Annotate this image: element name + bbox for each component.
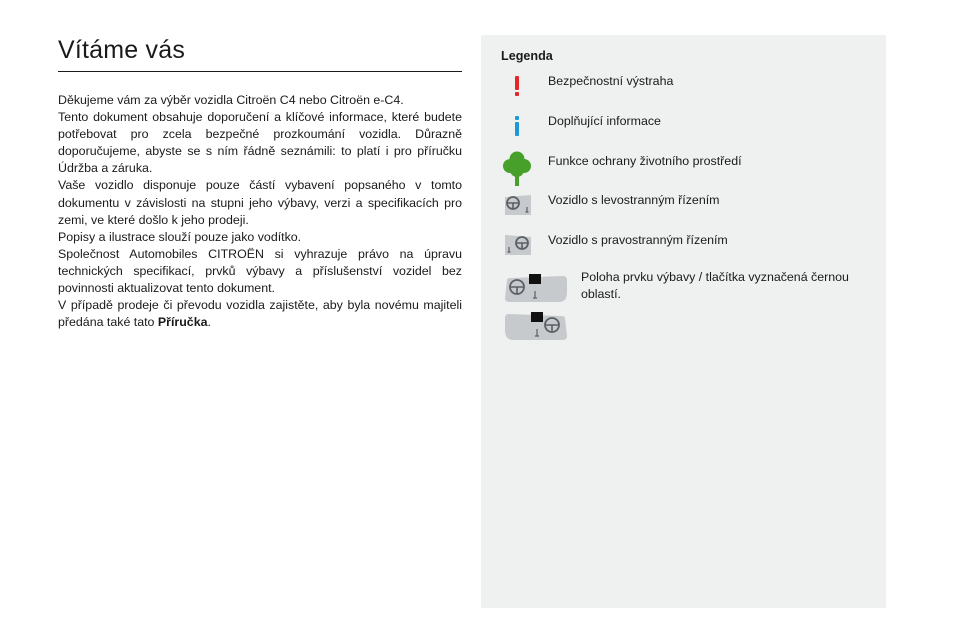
intro-text-span: . — [207, 315, 211, 330]
intro-paragraph: Popisy a ilustrace slouží pouze jako vodítko. — [58, 229, 302, 244]
intro-paragraph: Děkujeme vám za výběr vozidla Citroën C4 nebo Citroën e-C4. — [58, 93, 404, 107]
equipment-position-rhd-icon — [503, 310, 569, 342]
legend-title: Legenda — [501, 49, 553, 63]
left-hand-drive-icon — [503, 193, 533, 217]
page-title: Vítáme vás — [58, 36, 186, 64]
legend-panel — [481, 35, 886, 608]
manual-name-bold: Příručka — [157, 315, 208, 330]
intro-text — [58, 92, 462, 331]
right-hand-drive-icon — [503, 233, 533, 257]
legend-item-label: Vozidlo s levostranným řízením — [548, 193, 720, 207]
title-divider — [58, 71, 462, 72]
legend-item-label: Bezpečnostní výstraha — [548, 74, 674, 88]
warning-icon — [513, 76, 521, 96]
legend-item-label: Funkce ochrany životního prostředí — [548, 154, 742, 168]
intro-paragraph: Společnost Automobiles CITROËN si vyhrazuje právo na úpravu technických specifikací, prvků výbavy a příslušenství vozidel bez povinnosti aktualizovat tento dokument. — [58, 246, 462, 296]
legend-item-label: Poloha prvku výbavy / tlačítka vyznačená černou oblastí. — [581, 270, 849, 301]
info-icon — [513, 116, 521, 136]
intro-paragraph: Vaše vozidlo disponuje pouze částí vybavení popsaného v tomto dokumentu v závislosti na stupni jeho výbavy, verzi a specifikacích pro zemi, ve které došlo k jeho prodeji. — [58, 178, 462, 227]
eco-tree-icon — [503, 151, 531, 187]
intro-paragraph: Tento dokument obsahuje doporučení a klíčové informace, které budete potřebovat pro zcela bezpečné prozkoumání vozidla. Důrazně doporučujeme, abyste se s ním řádně seznámili: to platí i pro příručku Údržba a záruka. — [58, 110, 462, 176]
legend-item-label: Vozidlo s pravostranným řízením — [548, 233, 728, 247]
legend-item-label: Doplňující informace — [548, 114, 661, 128]
intro-paragraph — [58, 297, 462, 331]
intro-text-span: V případě prodeje či převodu vozidla zajistěte, aby byla novému majiteli předána také tato — [58, 298, 462, 330]
equipment-position-lhd-icon — [503, 272, 569, 304]
